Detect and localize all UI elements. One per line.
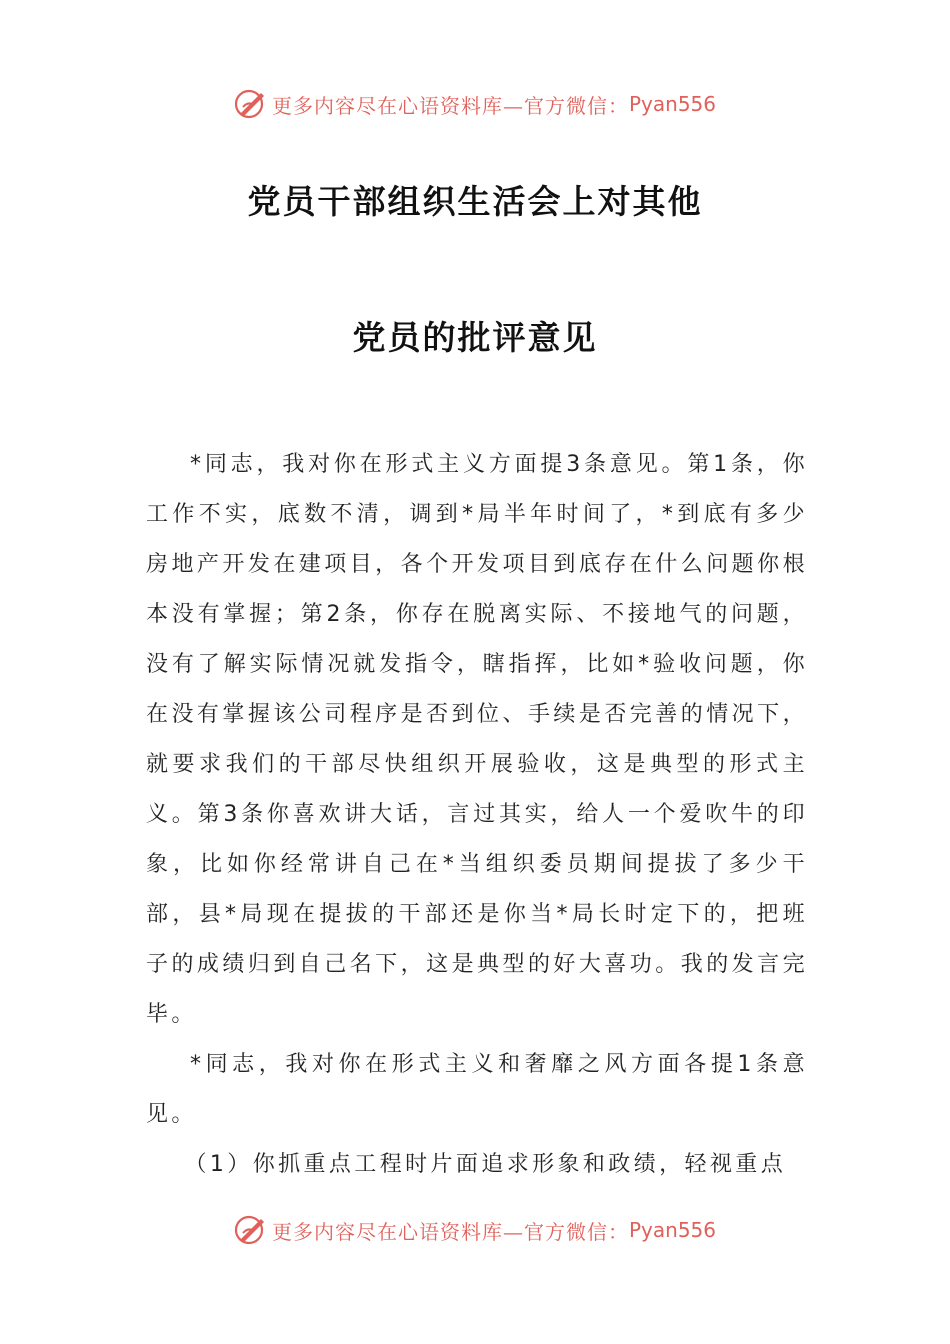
document-title-line-2: 党员的批评意见 xyxy=(352,318,598,357)
paragraph-2: *同志，我对你在形式主义和奢靡之风方面各提1条意见。 xyxy=(146,1052,808,1127)
header-watermark xyxy=(0,84,950,124)
footer-watermark xyxy=(0,1210,950,1250)
document-title-line-1: 党员干部组织生活会上对其他 xyxy=(247,182,703,221)
pen-logo-icon xyxy=(234,1213,268,1247)
paragraph-1: *同志，我对你在形式主义方面提3条意见。第1条，你工作不实，底数不清，调到*局半年时间了，*到底有多少房地产开发在建项目，各个开发项目到底存在什么问题你根本没有掌握；第2条，你存在脱离实际、不接地气的问题，没有了解实际情况就发指令，瞎指挥，比如*验收问题，你在没有掌握该公司程序是否到位、手续是否完善的情况下，就要求我们的干部尽快组织开展验收，这是典型的形式主义。第3条你喜欢讲大话，言过其实，给人一个爱吹牛的印象，比如你经常讲自己在*当组织委员期间提拔了多少干部，县*局现在提拔的干部还是你当*局长时定下的，把班子的成绩归到自己名下，这是典型的好大喜功。我的发言完毕。 xyxy=(146,452,808,1027)
watermark-text: 更多内容尽在心语资料库—官方微信： xyxy=(271,93,629,118)
document-body xyxy=(146,440,808,1190)
paragraph-3: （1）你抓重点工程时片面追求形象和政绩，轻视重点 xyxy=(184,1152,787,1177)
watermark-wechat-id: Pyan556 xyxy=(628,1218,716,1242)
watermark-wechat-id: Pyan556 xyxy=(628,92,716,116)
watermark-text: 更多内容尽在心语资料库—官方微信： xyxy=(271,1219,629,1244)
pen-logo-icon xyxy=(234,87,268,121)
